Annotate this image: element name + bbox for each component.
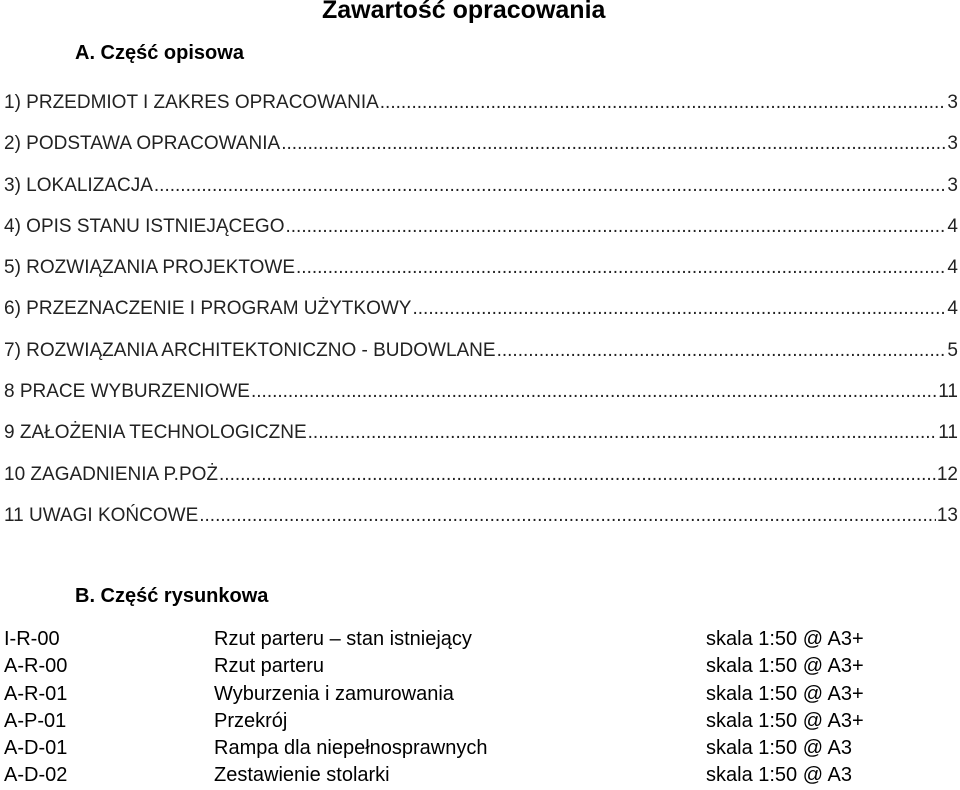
toc-entry[interactable] xyxy=(4,371,958,412)
toc-entry[interactable] xyxy=(4,454,958,495)
drawing-description: Rzut parteru xyxy=(214,655,325,678)
drawing-code: A-D-01 xyxy=(4,737,68,760)
drawings-list xyxy=(4,626,958,790)
drawing-row xyxy=(4,626,958,653)
drawing-scale: skala 1:50 @ A3+ xyxy=(706,628,864,650)
toc-entry-label: 5) ROZWIĄZANIA PROJEKTOWE xyxy=(4,257,296,279)
toc-entry[interactable] xyxy=(4,495,958,536)
toc-entry-label: 3) LOKALIZACJA xyxy=(4,174,153,196)
drawing-row xyxy=(4,653,958,680)
section-b-heading: B. Część rysunkowa xyxy=(75,585,269,607)
toc-entry-page: 4 xyxy=(947,257,958,279)
toc-leader-dots xyxy=(497,330,947,371)
toc-entry-page: 3 xyxy=(947,174,958,196)
toc-entry-page: 3 xyxy=(947,92,958,113)
table-of-contents xyxy=(4,82,958,536)
toc-leader-dots xyxy=(296,247,946,288)
toc-entry-label: 1) PRZEDMIOT I ZAKRES OPRACOWANIA xyxy=(4,92,379,113)
drawing-description: Przekrój xyxy=(214,709,288,732)
toc-entry-label: 2) PODSTAWA OPRACOWANIA xyxy=(4,133,281,155)
toc-entry-label: 9 ZAŁOŻENIA TECHNOLOGICZNE xyxy=(4,422,307,444)
toc-entry-label: 8 PRACE WYBURZENIOWE xyxy=(4,381,250,403)
drawing-row xyxy=(4,762,958,789)
drawing-code: A-R-00 xyxy=(4,655,68,678)
drawing-code: A-R-01 xyxy=(4,682,68,705)
toc-leader-dots xyxy=(281,123,946,164)
drawing-scale: skala 1:50 @ A3+ xyxy=(706,682,864,705)
toc-entry-page: 4 xyxy=(947,215,958,237)
toc-leader-dots xyxy=(199,495,936,536)
toc-entry-page: 3 xyxy=(947,133,958,155)
toc-entry[interactable] xyxy=(4,165,958,206)
toc-entry-page: 13 xyxy=(936,504,958,526)
toc-leader-dots xyxy=(380,82,947,123)
drawing-row xyxy=(4,708,958,735)
toc-entry-label: 4) OPIS STANU ISTNIEJĄCEGO xyxy=(4,215,285,237)
toc-entry-page: 12 xyxy=(936,463,958,485)
toc-entry[interactable] xyxy=(4,123,958,164)
drawing-row xyxy=(4,735,958,762)
drawing-description: Rzut parteru – stan istniejący xyxy=(214,628,472,650)
toc-entry-label: 11 UWAGI KOŃCOWE xyxy=(4,504,199,526)
toc-entry[interactable] xyxy=(4,288,958,329)
toc-entry[interactable] xyxy=(4,82,958,123)
toc-entry-label: 7) ROZWIĄZANIA ARCHITEKTONICZNO - BUDOWLANE xyxy=(4,339,496,361)
toc-leader-dots xyxy=(219,454,936,495)
toc-leader-dots xyxy=(154,165,947,206)
toc-entry[interactable] xyxy=(4,247,958,288)
drawing-description: Zestawienie stolarki xyxy=(214,764,390,787)
toc-entry-label: 6) PRZEZNACZENIE I PROGRAM UŻYTKOWY xyxy=(4,298,412,320)
toc-leader-dots xyxy=(412,288,946,329)
section-a-heading: A. Część opisowa xyxy=(75,42,244,64)
toc-entry-label: 10 ZAGADNIENIA P.POŻ xyxy=(4,463,219,485)
drawing-scale: skala 1:50 @ A3+ xyxy=(706,655,864,678)
toc-entry[interactable] xyxy=(4,206,958,247)
drawing-scale: skala 1:50 @ A3 xyxy=(706,764,852,787)
toc-leader-dots xyxy=(308,412,938,453)
toc-leader-dots xyxy=(285,206,946,247)
drawing-description: Wyburzenia i zamurowania xyxy=(214,682,454,705)
drawing-code: A-P-01 xyxy=(4,709,67,732)
toc-entry[interactable] xyxy=(4,330,958,371)
toc-entry[interactable] xyxy=(4,412,958,453)
toc-entry-page: 5 xyxy=(947,339,958,361)
drawing-code: A-D-02 xyxy=(4,764,68,787)
toc-leader-dots xyxy=(251,371,937,412)
toc-entry-page: 4 xyxy=(947,298,958,320)
drawing-description: Rampa dla niepełnosprawnych xyxy=(214,737,488,760)
toc-entry-page: 11 xyxy=(938,381,958,403)
toc-entry-page: 11 xyxy=(938,422,958,444)
drawing-scale: skala 1:50 @ A3 xyxy=(706,737,852,760)
drawing-row xyxy=(4,681,958,708)
document-title: Zawartość opracowania xyxy=(322,0,606,24)
drawing-scale: skala 1:50 @ A3+ xyxy=(706,709,864,732)
drawing-code: I-R-00 xyxy=(4,628,60,650)
